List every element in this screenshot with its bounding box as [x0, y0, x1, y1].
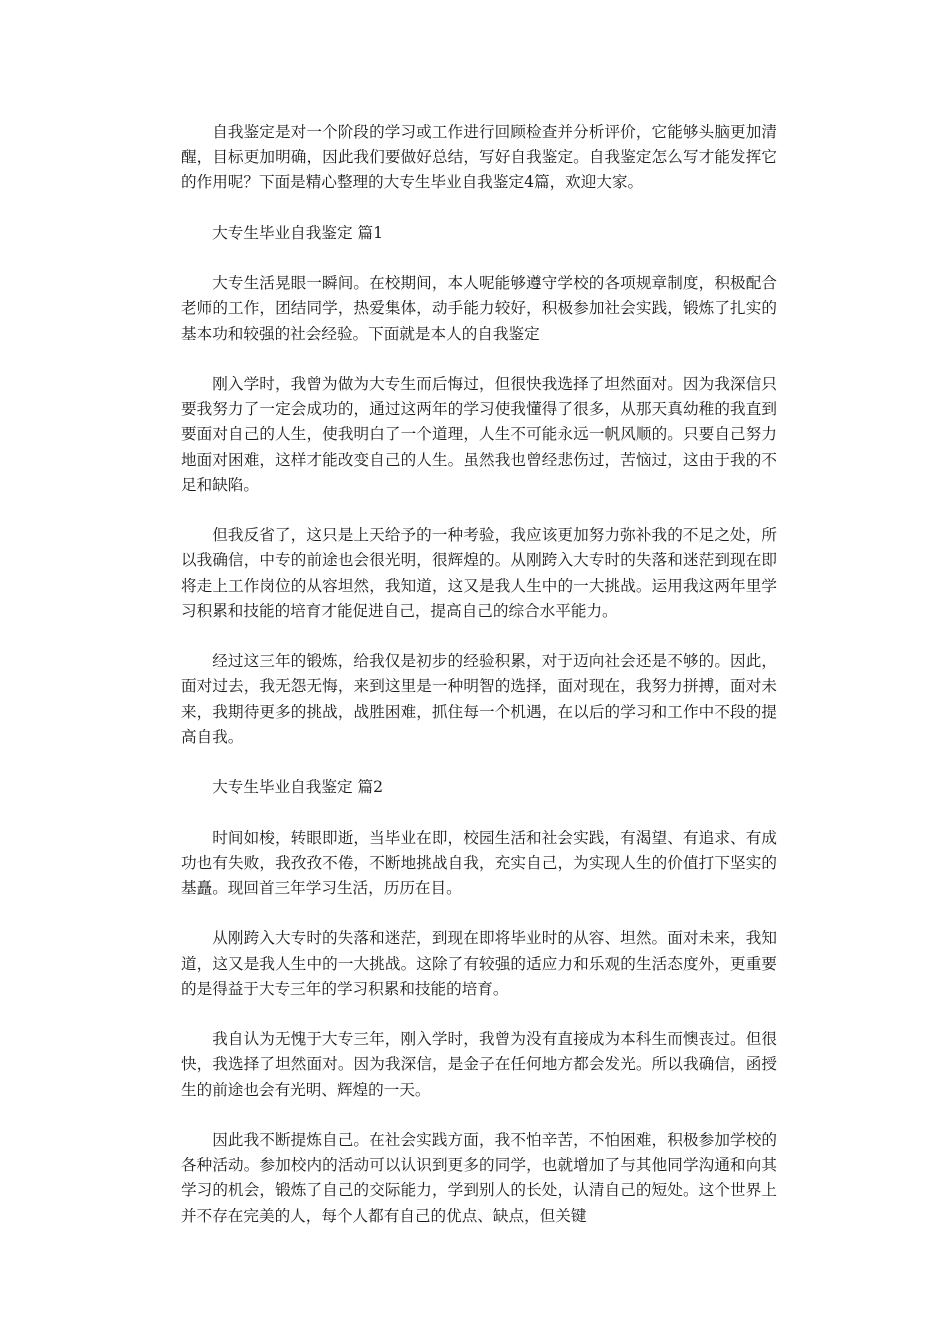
body-paragraph: 时间如梭，转眼即逝，当毕业在即，校园生活和社会实践，有渴望、有追求、有成功也有失败，我孜孜不倦，不断地挑战自我，充实自己，为实现人生的价值打下坚实的基矗。现回首三年学习生活，历历在目。: [181, 828, 777, 897]
body-paragraph: 大专生活晃眼一瞬间。在校期间，本人呢能够遵守学校的各项规章制度，积极配合老师的工作，团结同学，热爱集体，动手能力较好，积极参加社会实践，锻炼了扎实的基本功和较强的社会经验。下面就是本人的自我鉴定: [181, 274, 777, 343]
section-heading: 大专生毕业自我鉴定 篇1: [212, 223, 384, 242]
body-paragraph: 但我反省了，这只是上天给予的一种考验，我应该更加努力弥补我的不足之处，所以我确信，中专的前途也会很光明，很辉煌的。从刚跨入大专时的失落和迷茫到现在即将走上工作岗位的从容坦然，我知道，这又是我人生中的一大挑战。运用我这两年里学习积累和技能的培育才能促进自己，提高自己的综合水平能力。: [181, 526, 777, 620]
body-paragraph: 从刚跨入大专时的失落和迷茫，到现在即将毕业时的从容、坦然。面对未来，我知道，这又是我人生中的一大挑战。这除了有较强的适应力和乐观的生活态度外，更重要的是得益于大专三年的学习积累和技能的培育。: [181, 929, 777, 998]
body-paragraph: 我自认为无愧于大专三年，刚入学时，我曾为没有直接成为本科生而懊丧过。但很快，我选择了坦然面对。因为我深信，是金子在任何地方都会发光。所以我确信，函授生的前途也会有光明、辉煌的一天。: [181, 1030, 777, 1099]
body-paragraph: 因此我不断提炼自己。在社会实践方面，我不怕辛苦，不怕困难，积极参加学校的各种活动。参加校内的活动可以认识到更多的同学，也就增加了与其他同学沟通和向其学习的机会，锻炼了自己的交际能力，学到别人的长处，认清自己的短处。这个世界上并不存在完美的人，每个人都有自己的优点、缺点，但关键: [181, 1130, 777, 1225]
section-heading: 大专生毕业自我鉴定 篇2: [212, 778, 384, 797]
body-paragraph: 刚入学时，我曾为做为大专生而后悔过，但很快我选择了坦然面对。因为我深信只要我努力了一定会成功的，通过这两年的学习使我懂得了很多，从那天真幼稚的我直到要面对自己的人生，使我明白了一个道理，人生不可能永远一帆风顺的。只要自己努力地面对困难，这样才能改变自己的人生。虽然我也曾经悲伤过，苦恼过，这由于我的不足和缺陷。: [181, 374, 777, 494]
document-body: [181, 120, 777, 1254]
body-paragraph: 经过这三年的锻炼，给我仅是初步的经验积累，对于迈向社会还是不够的。因此，面对过去，我无怨无悔，来到这里是一种明智的选择，面对现在，我努力拼搏，面对未来，我期待更多的挑战，战胜困难，抓住每一个机遇，在以后的学习和工作中不段的提高自我。: [181, 652, 777, 746]
intro-paragraph: 自我鉴定是对一个阶段的学习或工作进行回顾检查并分析评价，它能够头脑更加清醒，目标更加明确，因此我们要做好总结，写好自我鉴定。自我鉴定怎么写才能发挥它的作用呢？下面是精心整理的大专生毕业自我鉴定4篇，欢迎大家。: [181, 123, 777, 192]
